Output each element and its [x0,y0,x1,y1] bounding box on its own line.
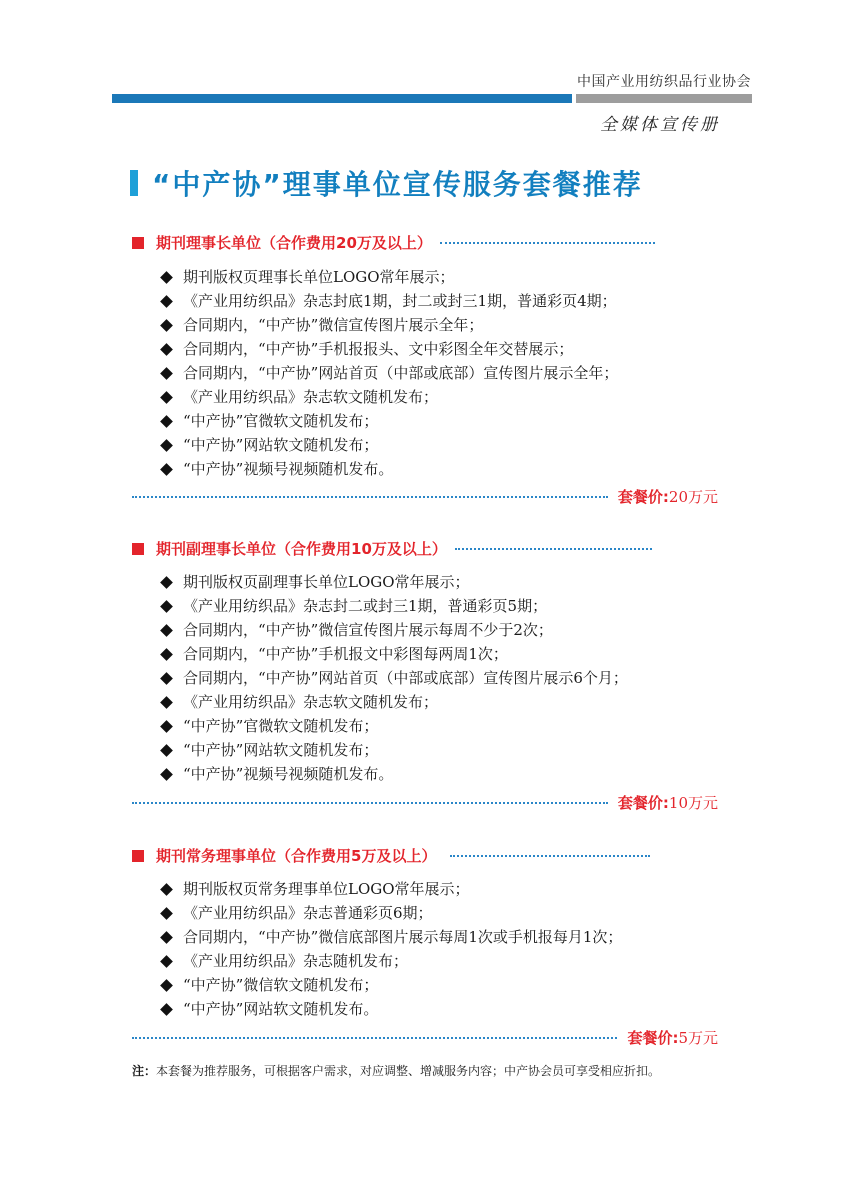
list-item: 合同期内，“中产协”网站首页（中部或底部）宣传图片展示6个月； [160,666,628,690]
price-value: 10万元 [668,794,718,812]
section-header-vice-chairman [132,538,652,559]
red-square-icon [132,543,144,555]
red-square-icon [132,237,144,249]
footnote-label: 注： [132,1064,157,1078]
section-title: 期刊副理事长单位（合作费用10万及以上） [156,540,447,558]
list-item: 合同期内，“中产协”手机报文中彩图每两周1次； [160,642,628,666]
list-item: “中产协”官微软文随机发布； [160,714,628,738]
list-item: 合同期内，“中产协”网站首页（中部或底部）宣传图片展示全年； [160,361,618,385]
section-header-executive [132,845,650,866]
diamond-bullet-icon [160,343,173,356]
title-accent-bar [130,170,138,196]
price-divider [132,1037,617,1039]
diamond-bullet-icon [160,1003,173,1016]
diamond-bullet-icon [160,624,173,637]
list-item: 合同期内，“中产协”手机报报头、文中彩图全年交替展示； [160,337,618,361]
price-row-chairman [132,486,718,507]
diamond-bullet-icon [160,576,173,589]
diamond-bullet-icon [160,391,173,404]
section-divider [450,855,650,857]
diamond-bullet-icon [160,744,173,757]
price-value: 5万元 [678,1029,718,1047]
section-items-vice-chairman [160,570,628,786]
diamond-bullet-icon [160,648,173,661]
list-item: “中产协”视频号视频随机发布。 [160,762,628,786]
diamond-bullet-icon [160,271,173,284]
list-item: 《产业用纺织品》杂志封底1期，封二或封三1期，普通彩页4期； [160,289,618,313]
section-title: 期刊常务理事单位（合作费用5万及以上） [156,847,437,865]
price-label: 套餐价: [617,794,669,812]
section-header-chairman [132,232,655,253]
list-item: 合同期内，“中产协”微信宣传图片展示全年； [160,313,618,337]
list-item: “中产协”微信软文随机发布； [160,973,622,997]
diamond-bullet-icon [160,720,173,733]
diamond-bullet-icon [160,600,173,613]
diamond-bullet-icon [160,768,173,781]
diamond-bullet-icon [160,439,173,452]
price-row-vice-chairman [132,792,718,813]
diamond-bullet-icon [160,415,173,428]
organization-name: 中国产业用纺织品行业协会 [577,74,751,90]
diamond-bullet-icon [160,907,173,920]
list-item: “中产协”网站软文随机发布。 [160,997,622,1021]
list-item: “中产协”视频号视频随机发布。 [160,457,618,481]
red-square-icon [132,850,144,862]
list-item: 《产业用纺织品》杂志软文随机发布； [160,690,628,714]
section-items-chairman [160,265,618,481]
section-items-executive [160,877,622,1021]
diamond-bullet-icon [160,295,173,308]
section-divider [440,242,655,244]
diamond-bullet-icon [160,955,173,968]
page-title: “中产协”理事单位宣传服务套餐推荐 [152,168,643,201]
diamond-bullet-icon [160,931,173,944]
footnote-text: 本套餐为推荐服务，可根据客户需求，对应调整、增减服务内容；中产协会员可享受相应折扣。 [156,1064,661,1078]
list-item: 《产业用纺织品》杂志普通彩页6期； [160,901,622,925]
list-item: 《产业用纺织品》杂志封二或封三1期，普通彩页5期； [160,594,628,618]
list-item: 期刊版权页理事长单位LOGO常年展示； [160,265,618,289]
list-item: 《产业用纺织品》杂志随机发布； [160,949,622,973]
price-divider [132,496,608,498]
list-item: “中产协”网站软文随机发布； [160,433,618,457]
list-item: 合同期内，“中产协”微信宣传图片展示每周不少于2次； [160,618,628,642]
price-label: 套餐价: [627,1029,679,1047]
diamond-bullet-icon [160,367,173,380]
header-bar-blue [112,94,572,103]
diamond-bullet-icon [160,696,173,709]
brochure-subtitle: 全媒体宣传册 [600,115,720,135]
header-bar-gray [576,94,752,103]
diamond-bullet-icon [160,883,173,896]
section-divider [455,548,652,550]
list-item: 期刊版权页常务理事单位LOGO常年展示； [160,877,622,901]
list-item: 合同期内，“中产协”微信底部图片展示每周1次或手机报每月1次； [160,925,622,949]
footnote [132,1062,660,1079]
price-value: 20万元 [668,488,718,506]
diamond-bullet-icon [160,979,173,992]
list-item: “中产协”网站软文随机发布； [160,738,628,762]
price-row-executive [132,1027,718,1048]
list-item: 期刊版权页副理事长单位LOGO常年展示； [160,570,628,594]
price-label: 套餐价: [617,488,669,506]
list-item: “中产协”官微软文随机发布； [160,409,618,433]
diamond-bullet-icon [160,463,173,476]
diamond-bullet-icon [160,672,173,685]
price-divider [132,802,608,804]
diamond-bullet-icon [160,319,173,332]
list-item: 《产业用纺织品》杂志软文随机发布； [160,385,618,409]
section-title: 期刊理事长单位（合作费用20万及以上） [156,234,432,252]
